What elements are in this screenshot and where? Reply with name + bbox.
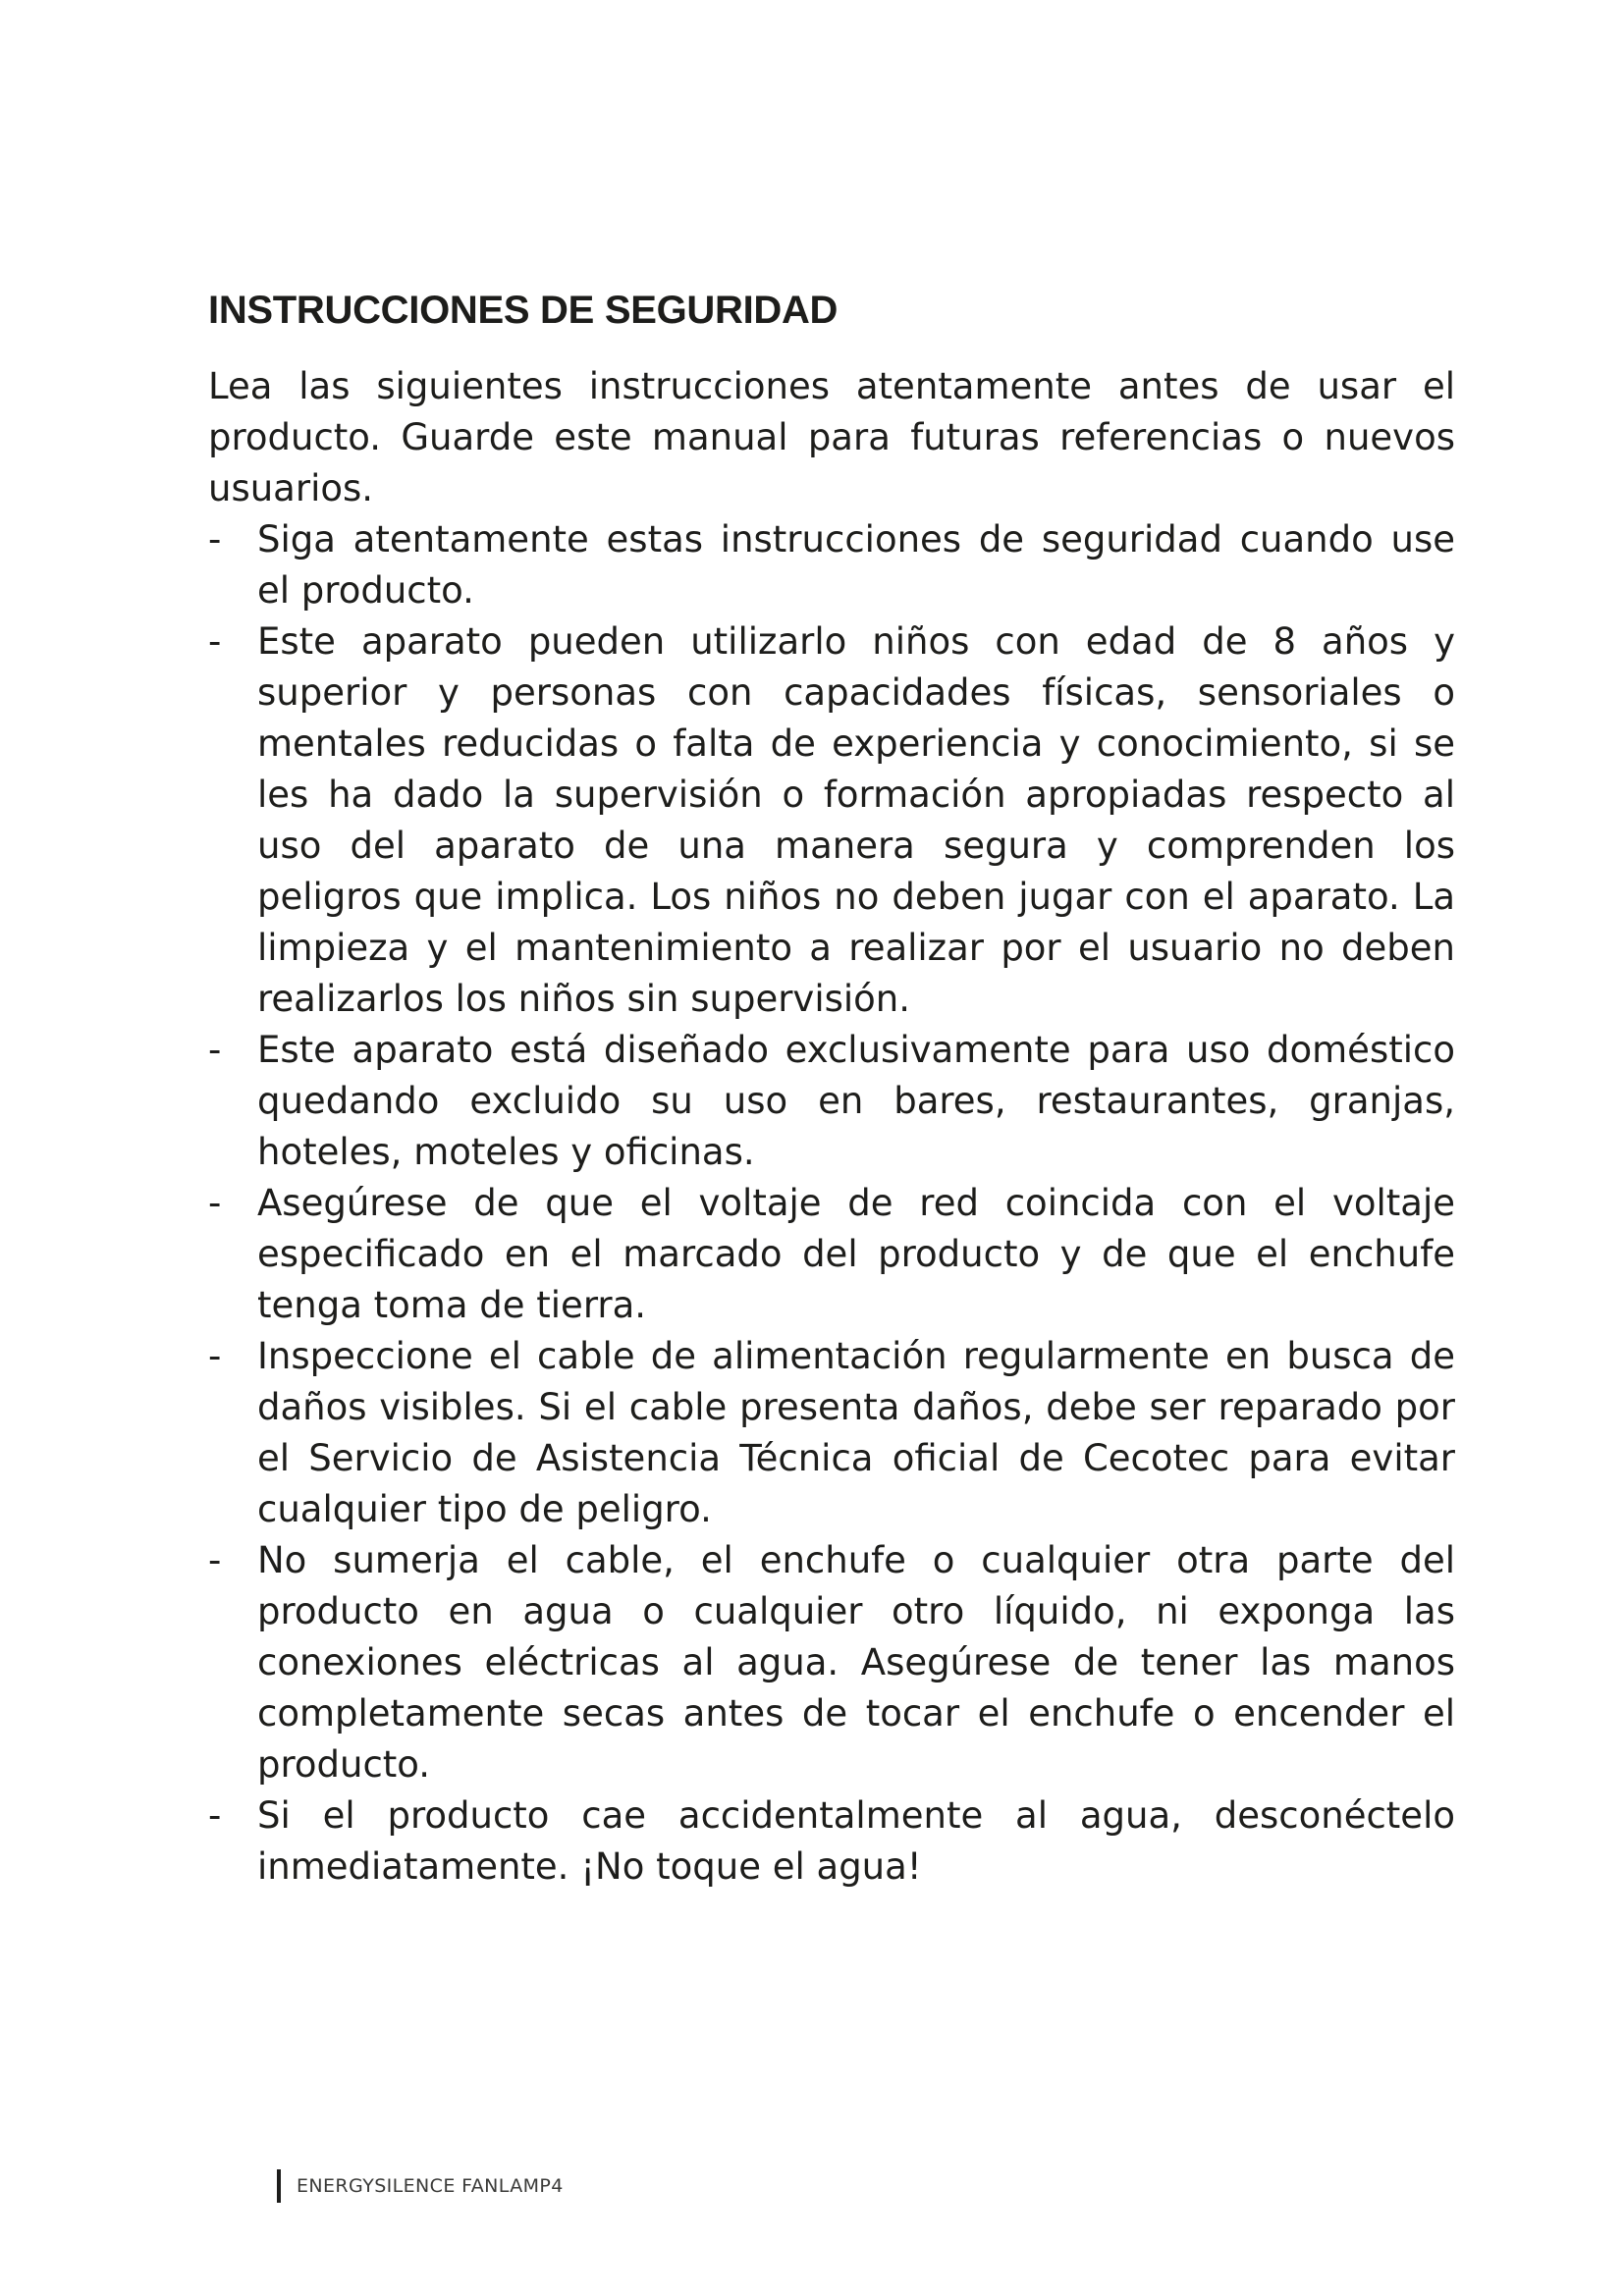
safety-rule-6: [208, 1535, 1455, 1790]
safety-rule-3: [208, 1025, 1455, 1178]
page-content: [208, 287, 1455, 1893]
safety-rule-text: Si el producto cae accidentalmente al agua, desconéctelo inmediatamente. ¡No toque el agua!: [257, 1794, 1455, 1888]
safety-rule-5: [208, 1331, 1455, 1535]
safety-rule-text: Asegúrese de que el voltaje de red coincida con el voltaje especificado en el marcado del producto y de que el enchufe tenga toma de tierra.: [257, 1182, 1455, 1326]
page-footer: [277, 2169, 564, 2203]
safety-rule-4: [208, 1178, 1455, 1331]
safety-rule-text: Siga atentamente estas instrucciones de seguridad cuando use el producto.: [257, 518, 1455, 612]
bullet-dash: -: [208, 1029, 222, 1071]
page-title: INSTRUCCIONES DE SEGURIDAD: [208, 289, 839, 332]
bullet-dash: -: [208, 518, 222, 561]
safety-rule-text: No sumerja el cable, el enchufe o cualquier otra parte del producto en agua o cualquier otro líquido, ni exponga las conexiones eléctricas al agua. Asegúrese de tener las manos completamente secas antes de tocar el enchufe o encender el producto.: [257, 1539, 1455, 1786]
safety-rule-text: Este aparato pueden utilizarlo niños con edad de 8 años y superior y personas con capacidades físicas, sensoriales o mentales reducidas o falta de experiencia y conocimiento, si se les ha dado la supervisión o formación apropiadas respecto al uso del aparato de una manera segura y comprenden los peligros que implica. Los niños no deben jugar con el aparato. La limpieza y el mantenimiento a realizar por el usuario no deben realizarlos los niños sin supervisión.: [257, 620, 1455, 1020]
bullet-dash: -: [208, 620, 222, 663]
safety-rule-text: Inspeccione el cable de alimentación regularmente en busca de daños visibles. Si el cable presenta daños, debe ser reparado por el Servicio de Asistencia Técnica oficial de Cecotec para evitar cualquier tipo de peligro.: [257, 1335, 1455, 1530]
bullet-dash: -: [208, 1335, 222, 1377]
intro-paragraph: Lea las siguientes instrucciones atentamente antes de usar el producto. Guarde este manual para futuras referencias o nuevos usuarios.: [208, 365, 1455, 509]
footer-product-name: ENERGYSILENCE FANLAMP4: [297, 2175, 564, 2197]
safety-rule-1: [208, 514, 1455, 616]
safety-rule-text: Este aparato está diseñado exclusivamente para uso doméstico quedando excluido su uso en bares, restaurantes, granjas, hoteles, moteles y oficinas.: [257, 1029, 1455, 1173]
safety-rule-7: [208, 1790, 1455, 1893]
safety-rules-list: [208, 514, 1455, 1893]
bullet-dash: -: [208, 1539, 222, 1581]
safety-rule-2: [208, 616, 1455, 1025]
bullet-dash: -: [208, 1794, 222, 1837]
bullet-dash: -: [208, 1182, 222, 1224]
footer-divider-bar: [277, 2169, 281, 2203]
